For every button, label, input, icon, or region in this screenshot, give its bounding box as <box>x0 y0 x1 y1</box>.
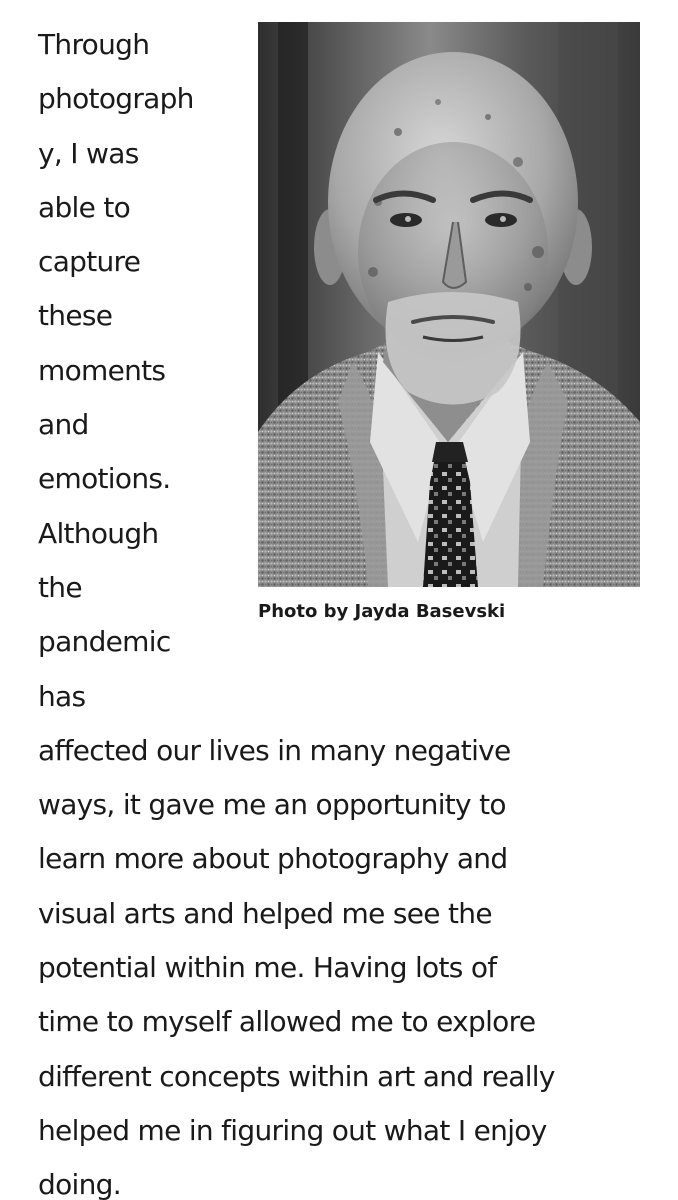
text-line: doing. <box>38 1168 121 1200</box>
text-line: moments <box>38 353 166 387</box>
text-line: visual arts and helped me see the <box>38 896 492 930</box>
text-line: learn more about photography and <box>38 842 508 876</box>
text-line: pandemic <box>38 625 171 659</box>
text-line: potential within me. Having lots of <box>38 951 497 985</box>
photo-caption: Photo by Jayda Basevski <box>258 601 506 622</box>
text-line: Although <box>38 516 159 550</box>
text-line: different concepts within art and really <box>38 1059 555 1093</box>
text-line: able to <box>38 190 131 224</box>
text-line: helped me in figuring out what I enjoy <box>38 1113 547 1147</box>
text-line: these <box>38 299 113 333</box>
text-line: Through <box>38 28 150 61</box>
text-line: affected our lives in many negative <box>38 733 511 767</box>
text-line: photograph <box>38 82 194 116</box>
text-line: time to myself allowed me to explore <box>38 1005 536 1039</box>
text-line: y, I was <box>38 136 139 170</box>
text-line: ways, it gave me an opportunity to <box>38 788 506 822</box>
text-line: capture <box>38 245 141 279</box>
text-line: emotions. <box>38 462 171 496</box>
text-line: the <box>38 570 82 604</box>
text-line: and <box>38 408 89 442</box>
portrait-photo <box>258 22 640 587</box>
text-line: has <box>38 679 86 713</box>
photo-figure <box>258 22 640 622</box>
